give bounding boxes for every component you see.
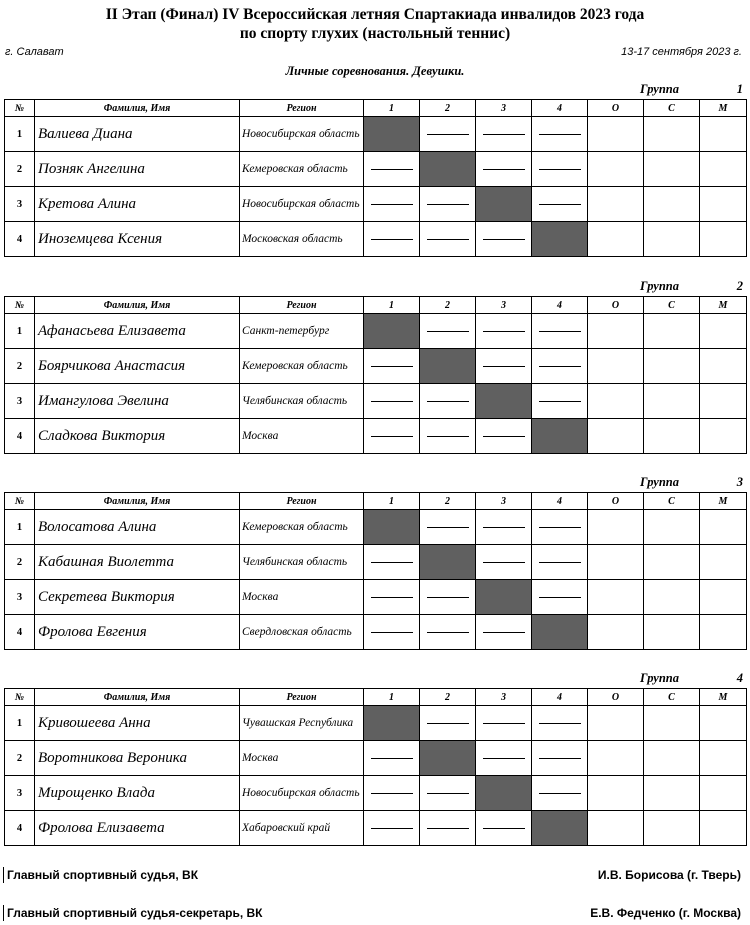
col-o-header: О bbox=[588, 689, 644, 706]
empty-result-dash bbox=[539, 758, 581, 759]
self-cell bbox=[532, 615, 588, 650]
points-cell bbox=[588, 580, 644, 615]
player-region: Кемеровская область bbox=[240, 510, 364, 545]
footer-bar bbox=[3, 905, 4, 921]
points-cell bbox=[588, 187, 644, 222]
player-region: Челябинская область bbox=[240, 545, 364, 580]
col-m-header: М bbox=[700, 100, 747, 117]
sets-cell bbox=[644, 222, 700, 257]
result-cell bbox=[420, 615, 476, 650]
col-o-header: О bbox=[588, 100, 644, 117]
result-cell bbox=[532, 706, 588, 741]
result-cell bbox=[476, 222, 532, 257]
table-header-row bbox=[5, 493, 747, 510]
chief-secretary-label: Главный спортивный судья-секретарь, ВК bbox=[7, 906, 263, 920]
empty-result-dash bbox=[539, 793, 581, 794]
sets-cell bbox=[644, 510, 700, 545]
points-cell bbox=[588, 811, 644, 846]
col-name-header: Фамилия, Имя bbox=[35, 689, 240, 706]
result-cell bbox=[420, 706, 476, 741]
empty-result-dash bbox=[539, 723, 581, 724]
result-cell bbox=[476, 314, 532, 349]
empty-result-dash bbox=[483, 562, 525, 563]
points-cell bbox=[588, 117, 644, 152]
result-cell bbox=[420, 314, 476, 349]
result-cell bbox=[420, 510, 476, 545]
group-header bbox=[4, 82, 746, 99]
sets-cell bbox=[644, 615, 700, 650]
col-m-header: М bbox=[700, 493, 747, 510]
empty-result-dash bbox=[427, 204, 469, 205]
result-cell bbox=[532, 152, 588, 187]
player-name: Волосатова Алина bbox=[35, 510, 240, 545]
points-cell bbox=[588, 615, 644, 650]
player-number: 1 bbox=[5, 117, 35, 152]
col-1-header: 1 bbox=[364, 689, 420, 706]
result-cell bbox=[476, 510, 532, 545]
place-cell bbox=[700, 776, 747, 811]
sets-cell bbox=[644, 117, 700, 152]
col-1-header: 1 bbox=[364, 297, 420, 314]
table-header-row bbox=[5, 100, 747, 117]
result-cell bbox=[420, 811, 476, 846]
group-label: Группа bbox=[640, 279, 679, 293]
col-m-header: М bbox=[700, 689, 747, 706]
col-3-header: 3 bbox=[476, 689, 532, 706]
empty-result-dash bbox=[483, 758, 525, 759]
group-3 bbox=[4, 475, 746, 650]
col-4-header: 4 bbox=[532, 493, 588, 510]
result-cell bbox=[364, 152, 420, 187]
empty-result-dash bbox=[427, 331, 469, 332]
self-cell bbox=[364, 314, 420, 349]
empty-result-dash bbox=[371, 239, 413, 240]
result-cell bbox=[476, 811, 532, 846]
group-header bbox=[4, 279, 746, 296]
player-region: Новосибирская область bbox=[240, 187, 364, 222]
group-number: 3 bbox=[736, 475, 743, 489]
self-cell bbox=[420, 349, 476, 384]
result-cell bbox=[476, 741, 532, 776]
player-name: Мирощенко Влада bbox=[35, 776, 240, 811]
empty-result-dash bbox=[539, 562, 581, 563]
empty-result-dash bbox=[483, 828, 525, 829]
result-cell bbox=[420, 187, 476, 222]
dates-label: 13-17 сентября 2023 г. bbox=[621, 46, 742, 58]
place-cell bbox=[700, 741, 747, 776]
player-name: Позняк Ангелина bbox=[35, 152, 240, 187]
col-4-header: 4 bbox=[532, 297, 588, 314]
group-2 bbox=[4, 279, 746, 454]
empty-result-dash bbox=[483, 436, 525, 437]
col-name-header: Фамилия, Имя bbox=[35, 297, 240, 314]
col-region-header: Регион bbox=[240, 297, 364, 314]
result-cell bbox=[532, 117, 588, 152]
result-cell bbox=[532, 510, 588, 545]
col-2-header: 2 bbox=[420, 100, 476, 117]
result-cell bbox=[364, 776, 420, 811]
empty-result-dash bbox=[371, 401, 413, 402]
player-name: Иноземцева Ксения bbox=[35, 222, 240, 257]
points-cell bbox=[588, 741, 644, 776]
empty-result-dash bbox=[371, 632, 413, 633]
player-name: Воротникова Вероника bbox=[35, 741, 240, 776]
player-number: 4 bbox=[5, 419, 35, 454]
place-cell bbox=[700, 580, 747, 615]
col-num-header: № bbox=[5, 493, 35, 510]
player-number: 2 bbox=[5, 545, 35, 580]
col-s-header: С bbox=[644, 100, 700, 117]
sets-cell bbox=[644, 152, 700, 187]
player-number: 3 bbox=[5, 580, 35, 615]
points-cell bbox=[588, 510, 644, 545]
empty-result-dash bbox=[483, 632, 525, 633]
city-label: г. Салават bbox=[5, 46, 64, 58]
points-cell bbox=[588, 314, 644, 349]
self-cell bbox=[532, 222, 588, 257]
table-row bbox=[5, 545, 747, 580]
sets-cell bbox=[644, 419, 700, 454]
group-number: 1 bbox=[736, 82, 743, 96]
group-number: 4 bbox=[736, 671, 743, 685]
col-2-header: 2 bbox=[420, 493, 476, 510]
col-o-header: О bbox=[588, 493, 644, 510]
result-cell bbox=[364, 545, 420, 580]
table-row bbox=[5, 741, 747, 776]
col-o-header: О bbox=[588, 297, 644, 314]
place-cell bbox=[700, 222, 747, 257]
result-cell bbox=[532, 580, 588, 615]
player-name: Кретова Алина bbox=[35, 187, 240, 222]
col-2-header: 2 bbox=[420, 297, 476, 314]
empty-result-dash bbox=[427, 527, 469, 528]
col-1-header: 1 bbox=[364, 493, 420, 510]
col-2-header: 2 bbox=[420, 689, 476, 706]
place-cell bbox=[700, 545, 747, 580]
result-cell bbox=[532, 187, 588, 222]
player-number: 4 bbox=[5, 615, 35, 650]
player-number: 1 bbox=[5, 706, 35, 741]
place-cell bbox=[700, 615, 747, 650]
empty-result-dash bbox=[371, 204, 413, 205]
empty-result-dash bbox=[483, 723, 525, 724]
points-cell bbox=[588, 384, 644, 419]
sets-cell bbox=[644, 187, 700, 222]
result-cell bbox=[476, 615, 532, 650]
empty-result-dash bbox=[539, 169, 581, 170]
player-name: Кривошеева Анна bbox=[35, 706, 240, 741]
col-4-header: 4 bbox=[532, 100, 588, 117]
points-cell bbox=[588, 222, 644, 257]
result-cell bbox=[364, 187, 420, 222]
sets-cell bbox=[644, 811, 700, 846]
empty-result-dash bbox=[483, 527, 525, 528]
empty-result-dash bbox=[483, 134, 525, 135]
table-row bbox=[5, 510, 747, 545]
table-row bbox=[5, 187, 747, 222]
player-name: Кабашная Виолетта bbox=[35, 545, 240, 580]
sets-cell bbox=[644, 706, 700, 741]
empty-result-dash bbox=[539, 204, 581, 205]
col-s-header: С bbox=[644, 297, 700, 314]
footer-bar bbox=[3, 867, 4, 883]
result-cell bbox=[364, 811, 420, 846]
col-region-header: Регион bbox=[240, 493, 364, 510]
result-cell bbox=[364, 615, 420, 650]
col-name-header: Фамилия, Имя bbox=[35, 100, 240, 117]
col-region-header: Регион bbox=[240, 100, 364, 117]
empty-result-dash bbox=[539, 597, 581, 598]
place-cell bbox=[700, 384, 747, 419]
player-region: Новосибирская область bbox=[240, 776, 364, 811]
chief-judge-name: И.В. Борисова (г. Тверь) bbox=[597, 868, 741, 882]
result-cell bbox=[420, 222, 476, 257]
player-name: Фролова Евгения bbox=[35, 615, 240, 650]
player-number: 3 bbox=[5, 776, 35, 811]
result-cell bbox=[476, 152, 532, 187]
result-cell bbox=[420, 117, 476, 152]
table-row bbox=[5, 419, 747, 454]
table-row bbox=[5, 615, 747, 650]
place-cell bbox=[700, 349, 747, 384]
points-cell bbox=[588, 349, 644, 384]
result-cell bbox=[532, 349, 588, 384]
group-label: Группа bbox=[640, 82, 679, 96]
empty-result-dash bbox=[371, 793, 413, 794]
group-table bbox=[4, 296, 747, 454]
player-name: Боярчикова Анастасия bbox=[35, 349, 240, 384]
table-row bbox=[5, 706, 747, 741]
player-name: Сладкова Виктория bbox=[35, 419, 240, 454]
self-cell bbox=[532, 419, 588, 454]
col-s-header: С bbox=[644, 493, 700, 510]
competition-subtitle: Личные соревнования. Девушки. bbox=[285, 64, 465, 78]
empty-result-dash bbox=[371, 597, 413, 598]
result-cell bbox=[364, 384, 420, 419]
points-cell bbox=[588, 706, 644, 741]
player-region: Челябинская область bbox=[240, 384, 364, 419]
self-cell bbox=[420, 545, 476, 580]
table-row bbox=[5, 152, 747, 187]
sets-cell bbox=[644, 741, 700, 776]
group-4 bbox=[4, 671, 746, 846]
player-region: Санкт-петербург bbox=[240, 314, 364, 349]
empty-result-dash bbox=[371, 436, 413, 437]
col-name-header: Фамилия, Имя bbox=[35, 493, 240, 510]
self-cell bbox=[420, 152, 476, 187]
player-number: 4 bbox=[5, 222, 35, 257]
empty-result-dash bbox=[427, 632, 469, 633]
table-row bbox=[5, 349, 747, 384]
empty-result-dash bbox=[371, 366, 413, 367]
col-3-header: 3 bbox=[476, 297, 532, 314]
result-cell bbox=[476, 545, 532, 580]
sets-cell bbox=[644, 776, 700, 811]
player-name: Имангулова Эвелина bbox=[35, 384, 240, 419]
col-s-header: С bbox=[644, 689, 700, 706]
result-cell bbox=[476, 349, 532, 384]
table-header-row bbox=[5, 297, 747, 314]
player-region: Москва bbox=[240, 419, 364, 454]
result-cell bbox=[532, 545, 588, 580]
col-region-header: Регион bbox=[240, 689, 364, 706]
result-cell bbox=[420, 384, 476, 419]
player-number: 4 bbox=[5, 811, 35, 846]
empty-result-dash bbox=[427, 723, 469, 724]
empty-result-dash bbox=[483, 331, 525, 332]
col-1-header: 1 bbox=[364, 100, 420, 117]
result-cell bbox=[476, 117, 532, 152]
player-region: Кемеровская область bbox=[240, 349, 364, 384]
player-number: 3 bbox=[5, 187, 35, 222]
result-cell bbox=[364, 349, 420, 384]
place-cell bbox=[700, 419, 747, 454]
self-cell bbox=[532, 811, 588, 846]
col-num-header: № bbox=[5, 297, 35, 314]
table-row bbox=[5, 384, 747, 419]
col-4-header: 4 bbox=[532, 689, 588, 706]
result-cell bbox=[420, 580, 476, 615]
col-m-header: М bbox=[700, 297, 747, 314]
result-cell bbox=[532, 776, 588, 811]
self-cell bbox=[476, 187, 532, 222]
result-cell bbox=[476, 419, 532, 454]
place-cell bbox=[700, 152, 747, 187]
result-cell bbox=[364, 222, 420, 257]
sets-cell bbox=[644, 314, 700, 349]
player-region: Свердловская область bbox=[240, 615, 364, 650]
points-cell bbox=[588, 776, 644, 811]
place-cell bbox=[700, 117, 747, 152]
document-title-line2: по спорту глухих (настольный теннис) bbox=[239, 25, 511, 42]
group-table bbox=[4, 688, 747, 846]
self-cell bbox=[476, 776, 532, 811]
group-label: Группа bbox=[640, 671, 679, 685]
place-cell bbox=[700, 187, 747, 222]
chief-judge-label: Главный спортивный судья, ВК bbox=[7, 868, 199, 882]
place-cell bbox=[700, 510, 747, 545]
table-header-row bbox=[5, 689, 747, 706]
player-number: 3 bbox=[5, 384, 35, 419]
col-3-header: 3 bbox=[476, 493, 532, 510]
group-number: 2 bbox=[736, 279, 743, 293]
sets-cell bbox=[644, 384, 700, 419]
group-header bbox=[4, 671, 746, 688]
place-cell bbox=[700, 811, 747, 846]
empty-result-dash bbox=[427, 793, 469, 794]
player-number: 1 bbox=[5, 314, 35, 349]
result-cell bbox=[364, 741, 420, 776]
points-cell bbox=[588, 545, 644, 580]
self-cell bbox=[364, 706, 420, 741]
self-cell bbox=[420, 741, 476, 776]
player-region: Новосибирская область bbox=[240, 117, 364, 152]
player-region: Хабаровский край bbox=[240, 811, 364, 846]
table-row bbox=[5, 811, 747, 846]
player-region: Москва bbox=[240, 580, 364, 615]
empty-result-dash bbox=[371, 828, 413, 829]
col-3-header: 3 bbox=[476, 100, 532, 117]
place-cell bbox=[700, 706, 747, 741]
empty-result-dash bbox=[371, 758, 413, 759]
sets-cell bbox=[644, 545, 700, 580]
col-num-header: № bbox=[5, 689, 35, 706]
empty-result-dash bbox=[427, 239, 469, 240]
sets-cell bbox=[644, 580, 700, 615]
empty-result-dash bbox=[539, 401, 581, 402]
player-number: 2 bbox=[5, 152, 35, 187]
empty-result-dash bbox=[427, 597, 469, 598]
player-region: Москва bbox=[240, 741, 364, 776]
player-name: Фролова Елизавета bbox=[35, 811, 240, 846]
self-cell bbox=[476, 580, 532, 615]
empty-result-dash bbox=[483, 169, 525, 170]
self-cell bbox=[364, 510, 420, 545]
player-region: Чувашская Республика bbox=[240, 706, 364, 741]
player-region: Московская область bbox=[240, 222, 364, 257]
self-cell bbox=[476, 384, 532, 419]
table-row bbox=[5, 222, 747, 257]
empty-result-dash bbox=[371, 562, 413, 563]
col-num-header: № bbox=[5, 100, 35, 117]
result-cell bbox=[420, 419, 476, 454]
player-number: 2 bbox=[5, 349, 35, 384]
result-cell bbox=[420, 776, 476, 811]
empty-result-dash bbox=[371, 169, 413, 170]
group-table bbox=[4, 492, 747, 650]
place-cell bbox=[700, 314, 747, 349]
group-header bbox=[4, 475, 746, 492]
empty-result-dash bbox=[483, 239, 525, 240]
result-cell bbox=[364, 580, 420, 615]
group-label: Группа bbox=[640, 475, 679, 489]
sets-cell bbox=[644, 349, 700, 384]
player-number: 2 bbox=[5, 741, 35, 776]
document-title-line1: II Этап (Финал) IV Всероссийская летняя Спартакиада инвалидов 2023 года bbox=[105, 6, 645, 23]
table-row bbox=[5, 314, 747, 349]
empty-result-dash bbox=[427, 828, 469, 829]
table-row bbox=[5, 580, 747, 615]
self-cell bbox=[364, 117, 420, 152]
points-cell bbox=[588, 419, 644, 454]
empty-result-dash bbox=[539, 527, 581, 528]
group-table bbox=[4, 99, 747, 257]
player-name: Секретева Виктория bbox=[35, 580, 240, 615]
result-cell bbox=[476, 706, 532, 741]
table-row bbox=[5, 776, 747, 811]
empty-result-dash bbox=[539, 366, 581, 367]
points-cell bbox=[588, 152, 644, 187]
result-cell bbox=[364, 419, 420, 454]
empty-result-dash bbox=[483, 366, 525, 367]
group-1 bbox=[4, 82, 746, 257]
player-number: 1 bbox=[5, 510, 35, 545]
empty-result-dash bbox=[539, 134, 581, 135]
empty-result-dash bbox=[427, 436, 469, 437]
table-row bbox=[5, 117, 747, 152]
chief-secretary-name: Е.В. Федченко (г. Москва) bbox=[590, 906, 741, 920]
result-cell bbox=[532, 384, 588, 419]
empty-result-dash bbox=[427, 401, 469, 402]
player-name: Валиева Диана bbox=[35, 117, 240, 152]
player-name: Афанасьева Елизавета bbox=[35, 314, 240, 349]
player-region: Кемеровская область bbox=[240, 152, 364, 187]
result-cell bbox=[532, 741, 588, 776]
empty-result-dash bbox=[539, 331, 581, 332]
empty-result-dash bbox=[427, 134, 469, 135]
result-cell bbox=[532, 314, 588, 349]
